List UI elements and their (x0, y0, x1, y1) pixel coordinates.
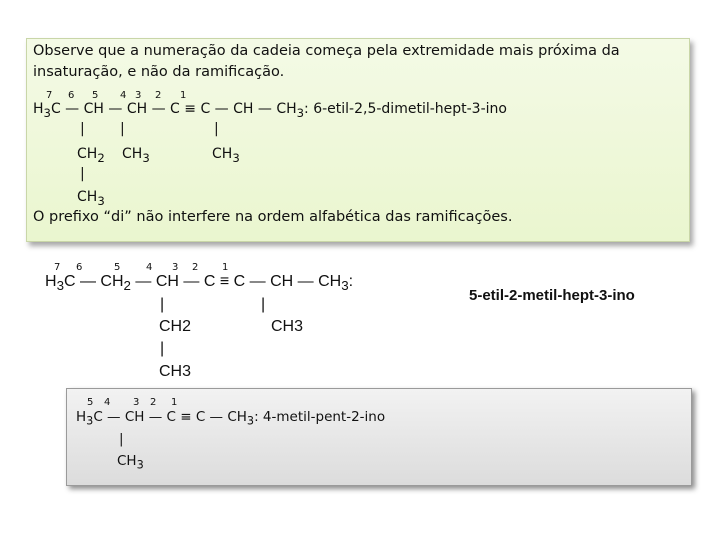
main-chain-formula-1: $H_3C$ — CH — CH — C ≡ C — CH — $CH_3$: 6-etil-2,5-dimetil-hept-3-ino (33, 101, 507, 120)
main-chain-formula-3: $H_3C$ — CH — C ≡ C — $CH_3$: 4-metil-pent-2-ino (76, 409, 386, 428)
note-line-2: insaturação, e não da ramificação. (33, 64, 285, 80)
bond-line: | (214, 121, 219, 137)
carbon-number-5: 5 (87, 397, 94, 408)
bond-line: | (261, 296, 266, 313)
methyl-group: $CH_3$ (122, 146, 150, 165)
carbon-number-3: 3 (133, 397, 140, 408)
methyl-group: $CH_3$ (117, 453, 144, 472)
ethyl-ch3-group: $CH_3$ (77, 189, 105, 208)
ethyl-ch3-group: CH3 (159, 363, 192, 380)
ethyl-ch2-group: $CH_2$ (77, 146, 105, 165)
carbon-number-6: 6 (68, 90, 75, 101)
example-box-3 (66, 388, 692, 486)
methyl-group: $CH_3$ (212, 146, 240, 165)
carbon-number-2: 2 (150, 397, 157, 408)
carbon-number-1: 1 (222, 262, 229, 273)
carbon-number-5: 5 (114, 262, 121, 273)
carbon-number-7: 7 (46, 90, 53, 101)
carbon-number-2: 2 (192, 262, 199, 273)
carbon-number-4: 4 (146, 262, 153, 273)
main-chain-formula-2: $H_3C$ — $CH_2$ — CH — C ≡ C — CH — $CH_3$: (45, 273, 354, 294)
carbon-number-3: 3 (135, 90, 142, 101)
prefix-note: O prefixo “di” não interfere na ordem alfabética das ramificações. (33, 209, 513, 225)
carbon-number-4: 4 (120, 90, 127, 101)
bond-line: | (119, 431, 124, 447)
carbon-number-1: 1 (180, 90, 187, 101)
carbon-number-7: 7 (54, 262, 61, 273)
methyl-group: CH3 (271, 318, 304, 335)
note-line-1: Observe que a numeração da cadeia começa pela extremidade mais próxima da (33, 43, 620, 59)
bond-line: | (80, 121, 85, 137)
carbon-number-1: 1 (171, 397, 178, 408)
carbon-number-4: 4 (104, 397, 111, 408)
carbon-number-6: 6 (76, 262, 83, 273)
compound-name: 5-etil-2-metil-hept-3-ino (469, 287, 635, 304)
bond-line: | (80, 166, 85, 182)
bond-line: | (160, 296, 165, 313)
carbon-number-2: 2 (155, 90, 162, 101)
bond-line: | (120, 121, 125, 137)
bond-line: | (160, 340, 165, 357)
carbon-number-5: 5 (92, 90, 99, 101)
carbon-number-3: 3 (172, 262, 179, 273)
ethyl-ch2-group: CH2 (159, 318, 192, 335)
